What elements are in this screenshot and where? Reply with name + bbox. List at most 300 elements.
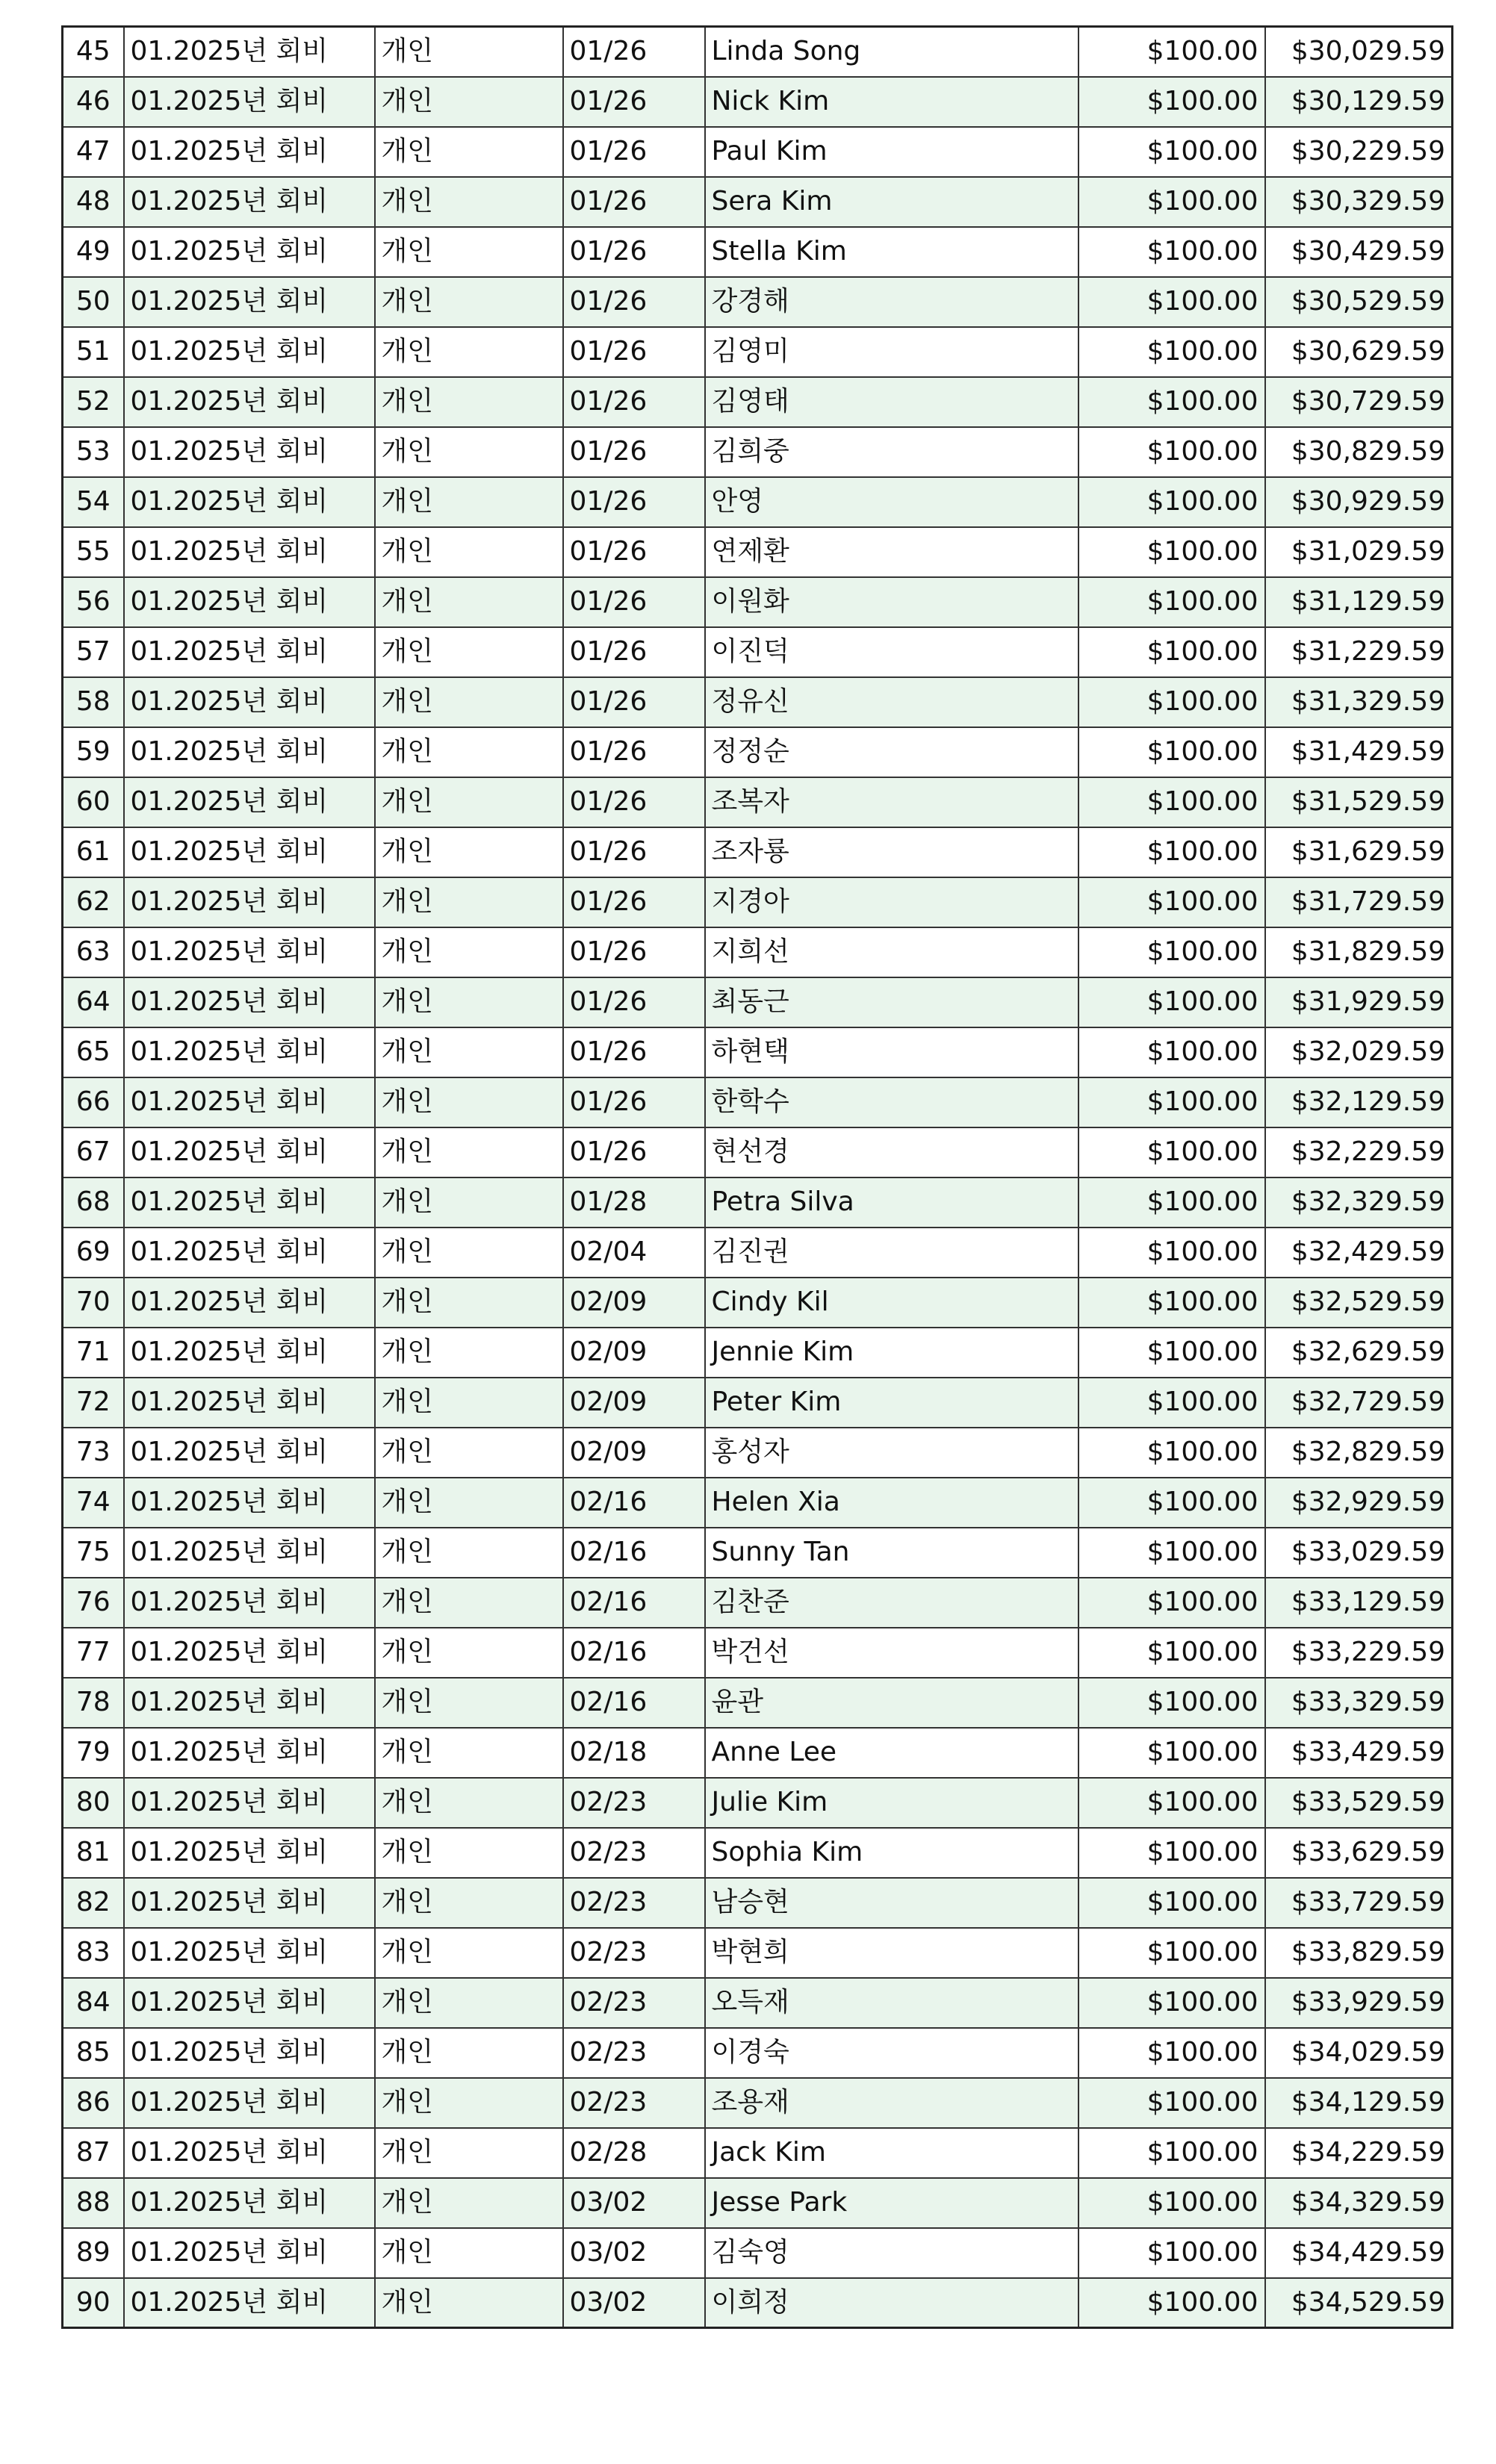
table-row [63,1778,1453,1828]
balance-cell: $31,829.59 [1265,927,1453,977]
balance-cell: $32,629.59 [1265,1328,1453,1378]
description-cell: 01.2025년 회비 [124,1778,375,1828]
balance-cell: $34,129.59 [1265,2078,1453,2128]
description-cell: 01.2025년 회비 [124,1127,375,1177]
amount-cell: $100.00 [1078,927,1265,977]
description-cell: 01.2025년 회비 [124,1278,375,1328]
date-cell: 01/26 [563,177,705,227]
balance-cell: $30,929.59 [1265,477,1453,527]
date-cell: 01/26 [563,477,705,527]
amount-cell: $100.00 [1078,377,1265,427]
amount-cell: $100.00 [1078,277,1265,327]
amount-cell: $100.00 [1078,27,1265,77]
type-cell: 개인 [375,1127,563,1177]
table-row [63,227,1453,277]
amount-cell: $100.00 [1078,227,1265,277]
description-cell: 01.2025년 회비 [124,2278,375,2328]
type-cell: 개인 [375,1928,563,1978]
type-cell: 개인 [375,177,563,227]
type-cell: 개인 [375,1378,563,1428]
row-number-cell: 61 [63,827,124,877]
row-number-cell: 55 [63,527,124,577]
description-cell: 01.2025년 회비 [124,1728,375,1778]
row-number-cell: 50 [63,277,124,327]
date-cell: 01/26 [563,877,705,927]
date-cell: 02/09 [563,1378,705,1428]
balance-cell: $33,229.59 [1265,1628,1453,1678]
type-cell: 개인 [375,477,563,527]
name-cell: 오득재 [705,1978,1078,2028]
name-cell: Cindy Kil [705,1278,1078,1328]
date-cell: 02/18 [563,1728,705,1778]
amount-cell: $100.00 [1078,1578,1265,1628]
balance-cell: $30,729.59 [1265,377,1453,427]
row-number-cell: 77 [63,1628,124,1678]
balance-cell: $33,329.59 [1265,1678,1453,1728]
type-cell: 개인 [375,77,563,127]
amount-cell: $100.00 [1078,1228,1265,1278]
description-cell: 01.2025년 회비 [124,2078,375,2128]
name-cell: 강경해 [705,277,1078,327]
row-number-cell: 59 [63,727,124,777]
type-cell: 개인 [375,1678,563,1728]
amount-cell: $100.00 [1078,1628,1265,1678]
type-cell: 개인 [375,1077,563,1127]
table-row [63,527,1453,577]
description-cell: 01.2025년 회비 [124,1828,375,1878]
date-cell: 02/09 [563,1428,705,1478]
amount-cell: $100.00 [1078,1728,1265,1778]
description-cell: 01.2025년 회비 [124,1177,375,1228]
type-cell: 개인 [375,1528,563,1578]
balance-cell: $32,129.59 [1265,1077,1453,1127]
type-cell: 개인 [375,927,563,977]
date-cell: 02/23 [563,2028,705,2078]
row-number-cell: 75 [63,1528,124,1578]
date-cell: 01/26 [563,777,705,827]
date-cell: 01/26 [563,427,705,477]
type-cell: 개인 [375,1027,563,1077]
table-row [63,177,1453,227]
row-number-cell: 46 [63,77,124,127]
type-cell: 개인 [375,277,563,327]
balance-cell: $32,429.59 [1265,1228,1453,1278]
description-cell: 01.2025년 회비 [124,877,375,927]
name-cell: 김영태 [705,377,1078,427]
name-cell: 이경숙 [705,2028,1078,2078]
name-cell: 현선경 [705,1127,1078,1177]
balance-cell: $33,629.59 [1265,1828,1453,1878]
name-cell: 김찬준 [705,1578,1078,1628]
row-number-cell: 60 [63,777,124,827]
name-cell: 박건선 [705,1628,1078,1678]
table-row [63,827,1453,877]
amount-cell: $100.00 [1078,677,1265,727]
table-row [63,1678,1453,1728]
type-cell: 개인 [375,2128,563,2178]
table-row [63,1328,1453,1378]
description-cell: 01.2025년 회비 [124,1878,375,1928]
row-number-cell: 83 [63,1928,124,1978]
balance-cell: $30,329.59 [1265,177,1453,227]
table-row [63,1578,1453,1628]
row-number-cell: 45 [63,27,124,77]
amount-cell: $100.00 [1078,127,1265,177]
row-number-cell: 56 [63,577,124,627]
row-number-cell: 51 [63,327,124,377]
description-cell: 01.2025년 회비 [124,1228,375,1278]
date-cell: 02/23 [563,2078,705,2128]
table-row [63,1278,1453,1328]
amount-cell: $100.00 [1078,77,1265,127]
row-number-cell: 90 [63,2278,124,2328]
name-cell: Jack Kim [705,2128,1078,2178]
amount-cell: $100.00 [1078,827,1265,877]
description-cell: 01.2025년 회비 [124,927,375,977]
ledger-table [61,25,1453,2329]
amount-cell: $100.00 [1078,477,1265,527]
description-cell: 01.2025년 회비 [124,2228,375,2278]
type-cell: 개인 [375,2278,563,2328]
type-cell: 개인 [375,1728,563,1778]
amount-cell: $100.00 [1078,177,1265,227]
row-number-cell: 48 [63,177,124,227]
balance-cell: $32,729.59 [1265,1378,1453,1428]
type-cell: 개인 [375,1828,563,1878]
balance-cell: $33,929.59 [1265,1978,1453,2028]
description-cell: 01.2025년 회비 [124,777,375,827]
description-cell: 01.2025년 회비 [124,2028,375,2078]
description-cell: 01.2025년 회비 [124,827,375,877]
date-cell: 02/23 [563,1878,705,1928]
amount-cell: $100.00 [1078,1278,1265,1328]
row-number-cell: 71 [63,1328,124,1378]
table-row [63,1928,1453,1978]
name-cell: 김희중 [705,427,1078,477]
amount-cell: $100.00 [1078,2128,1265,2178]
amount-cell: $100.00 [1078,1328,1265,1378]
name-cell: Paul Kim [705,127,1078,177]
date-cell: 02/16 [563,1628,705,1678]
table-row [63,1528,1453,1578]
amount-cell: $100.00 [1078,2078,1265,2128]
date-cell: 02/09 [563,1278,705,1328]
balance-cell: $31,129.59 [1265,577,1453,627]
name-cell: Petra Silva [705,1177,1078,1228]
type-cell: 개인 [375,977,563,1027]
description-cell: 01.2025년 회비 [124,1528,375,1578]
amount-cell: $100.00 [1078,877,1265,927]
type-cell: 개인 [375,1778,563,1828]
balance-cell: $32,229.59 [1265,1127,1453,1177]
type-cell: 개인 [375,1878,563,1928]
description-cell: 01.2025년 회비 [124,277,375,327]
type-cell: 개인 [375,1278,563,1328]
date-cell: 02/16 [563,1678,705,1728]
row-number-cell: 88 [63,2178,124,2228]
ledger-body [63,27,1453,2328]
amount-cell: $100.00 [1078,977,1265,1027]
date-cell: 01/26 [563,277,705,327]
name-cell: 한학수 [705,1077,1078,1127]
description-cell: 01.2025년 회비 [124,1378,375,1428]
name-cell: 조용재 [705,2078,1078,2128]
description-cell: 01.2025년 회비 [124,27,375,77]
table-row [63,627,1453,677]
date-cell: 01/26 [563,677,705,727]
date-cell: 01/26 [563,77,705,127]
table-row [63,2128,1453,2178]
description-cell: 01.2025년 회비 [124,1077,375,1127]
row-number-cell: 47 [63,127,124,177]
type-cell: 개인 [375,327,563,377]
name-cell: 김영미 [705,327,1078,377]
table-row [63,77,1453,127]
name-cell: 조자룡 [705,827,1078,877]
table-row [63,1878,1453,1928]
amount-cell: $100.00 [1078,1778,1265,1828]
date-cell: 03/02 [563,2278,705,2328]
table-row [63,277,1453,327]
table-row [63,2278,1453,2328]
date-cell: 01/28 [563,1177,705,1228]
date-cell: 02/28 [563,2128,705,2178]
balance-cell: $34,029.59 [1265,2028,1453,2078]
table-row [63,577,1453,627]
date-cell: 02/09 [563,1328,705,1378]
row-number-cell: 66 [63,1077,124,1127]
description-cell: 01.2025년 회비 [124,1678,375,1728]
table-row [63,327,1453,377]
amount-cell: $100.00 [1078,1478,1265,1528]
name-cell: 지희선 [705,927,1078,977]
balance-cell: $31,729.59 [1265,877,1453,927]
date-cell: 01/26 [563,1077,705,1127]
balance-cell: $31,429.59 [1265,727,1453,777]
date-cell: 01/26 [563,377,705,427]
description-cell: 01.2025년 회비 [124,1027,375,1077]
row-number-cell: 63 [63,927,124,977]
description-cell: 01.2025년 회비 [124,2128,375,2178]
name-cell: 조복자 [705,777,1078,827]
table-row [63,1228,1453,1278]
amount-cell: $100.00 [1078,2278,1265,2328]
description-cell: 01.2025년 회비 [124,677,375,727]
type-cell: 개인 [375,777,563,827]
amount-cell: $100.00 [1078,527,1265,577]
balance-cell: $34,429.59 [1265,2228,1453,2278]
balance-cell: $32,529.59 [1265,1278,1453,1328]
date-cell: 01/26 [563,1127,705,1177]
table-row [63,2228,1453,2278]
balance-cell: $31,529.59 [1265,777,1453,827]
name-cell: 박현희 [705,1928,1078,1978]
description-cell: 01.2025년 회비 [124,77,375,127]
date-cell: 02/16 [563,1528,705,1578]
row-number-cell: 62 [63,877,124,927]
balance-cell: $34,329.59 [1265,2178,1453,2228]
balance-cell: $33,829.59 [1265,1928,1453,1978]
type-cell: 개인 [375,1478,563,1528]
type-cell: 개인 [375,1578,563,1628]
description-cell: 01.2025년 회비 [124,1978,375,2028]
table-row [63,2078,1453,2128]
row-number-cell: 49 [63,227,124,277]
description-cell: 01.2025년 회비 [124,177,375,227]
type-cell: 개인 [375,2178,563,2228]
type-cell: 개인 [375,627,563,677]
balance-cell: $33,029.59 [1265,1528,1453,1578]
row-number-cell: 74 [63,1478,124,1528]
type-cell: 개인 [375,1978,563,2028]
row-number-cell: 79 [63,1728,124,1778]
name-cell: 정정순 [705,727,1078,777]
date-cell: 02/23 [563,1778,705,1828]
date-cell: 01/26 [563,527,705,577]
table-row [63,1127,1453,1177]
type-cell: 개인 [375,377,563,427]
table-row [63,427,1453,477]
name-cell: Stella Kim [705,227,1078,277]
name-cell: 홍성자 [705,1428,1078,1478]
row-number-cell: 89 [63,2228,124,2278]
table-row [63,877,1453,927]
date-cell: 01/26 [563,127,705,177]
date-cell: 01/26 [563,727,705,777]
table-row [63,2028,1453,2078]
amount-cell: $100.00 [1078,1528,1265,1578]
row-number-cell: 81 [63,1828,124,1878]
balance-cell: $30,529.59 [1265,277,1453,327]
balance-cell: $32,929.59 [1265,1478,1453,1528]
row-number-cell: 86 [63,2078,124,2128]
description-cell: 01.2025년 회비 [124,2178,375,2228]
amount-cell: $100.00 [1078,1127,1265,1177]
date-cell: 01/26 [563,1027,705,1077]
name-cell: 최동근 [705,977,1078,1027]
table-row [63,27,1453,77]
name-cell: Jesse Park [705,2178,1078,2228]
description-cell: 01.2025년 회비 [124,1928,375,1978]
table-row [63,1077,1453,1127]
row-number-cell: 82 [63,1878,124,1928]
date-cell: 01/26 [563,327,705,377]
row-number-cell: 84 [63,1978,124,2028]
date-cell: 01/26 [563,27,705,77]
type-cell: 개인 [375,1328,563,1378]
type-cell: 개인 [375,1177,563,1228]
amount-cell: $100.00 [1078,627,1265,677]
description-cell: 01.2025년 회비 [124,377,375,427]
name-cell: 연제환 [705,527,1078,577]
row-number-cell: 57 [63,627,124,677]
date-cell: 02/16 [563,1578,705,1628]
amount-cell: $100.00 [1078,1378,1265,1428]
description-cell: 01.2025년 회비 [124,1328,375,1378]
table-row [63,1177,1453,1228]
balance-cell: $31,329.59 [1265,677,1453,727]
table-row [63,1027,1453,1077]
type-cell: 개인 [375,1628,563,1678]
description-cell: 01.2025년 회비 [124,327,375,377]
table-row [63,1728,1453,1778]
table-row [63,727,1453,777]
balance-cell: $34,229.59 [1265,2128,1453,2178]
date-cell: 02/04 [563,1228,705,1278]
table-row [63,1828,1453,1878]
description-cell: 01.2025년 회비 [124,527,375,577]
name-cell: 안영 [705,477,1078,527]
name-cell: Jennie Kim [705,1328,1078,1378]
date-cell: 01/26 [563,927,705,977]
date-cell: 02/23 [563,1978,705,2028]
balance-cell: $30,829.59 [1265,427,1453,477]
row-number-cell: 65 [63,1027,124,1077]
name-cell: Linda Song [705,27,1078,77]
balance-cell: $34,529.59 [1265,2278,1453,2328]
date-cell: 01/26 [563,577,705,627]
description-cell: 01.2025년 회비 [124,1478,375,1528]
row-number-cell: 69 [63,1228,124,1278]
amount-cell: $100.00 [1078,2028,1265,2078]
table-row [63,1628,1453,1678]
type-cell: 개인 [375,577,563,627]
row-number-cell: 72 [63,1378,124,1428]
table-row [63,377,1453,427]
date-cell: 03/02 [563,2178,705,2228]
balance-cell: $30,129.59 [1265,77,1453,127]
row-number-cell: 58 [63,677,124,727]
type-cell: 개인 [375,1428,563,1478]
type-cell: 개인 [375,2228,563,2278]
amount-cell: $100.00 [1078,327,1265,377]
date-cell: 01/26 [563,627,705,677]
table-row [63,1478,1453,1528]
name-cell: 지경아 [705,877,1078,927]
name-cell: Sera Kim [705,177,1078,227]
row-number-cell: 85 [63,2028,124,2078]
description-cell: 01.2025년 회비 [124,127,375,177]
name-cell: Sophia Kim [705,1828,1078,1878]
type-cell: 개인 [375,227,563,277]
amount-cell: $100.00 [1078,1678,1265,1728]
name-cell: Anne Lee [705,1728,1078,1778]
balance-cell: $30,029.59 [1265,27,1453,77]
amount-cell: $100.00 [1078,2228,1265,2278]
type-cell: 개인 [375,527,563,577]
name-cell: 김숙영 [705,2228,1078,2278]
table-row [63,977,1453,1027]
amount-cell: $100.00 [1078,1978,1265,2028]
table-row [63,127,1453,177]
table-row [63,777,1453,827]
description-cell: 01.2025년 회비 [124,477,375,527]
balance-cell: $32,829.59 [1265,1428,1453,1478]
amount-cell: $100.00 [1078,777,1265,827]
type-cell: 개인 [375,127,563,177]
table-row [63,477,1453,527]
amount-cell: $100.00 [1078,1077,1265,1127]
amount-cell: $100.00 [1078,1878,1265,1928]
date-cell: 03/02 [563,2228,705,2278]
table-row [63,1378,1453,1428]
name-cell: Julie Kim [705,1778,1078,1828]
amount-cell: $100.00 [1078,1928,1265,1978]
date-cell: 01/26 [563,977,705,1027]
amount-cell: $100.00 [1078,577,1265,627]
amount-cell: $100.00 [1078,2178,1265,2228]
amount-cell: $100.00 [1078,1428,1265,1478]
